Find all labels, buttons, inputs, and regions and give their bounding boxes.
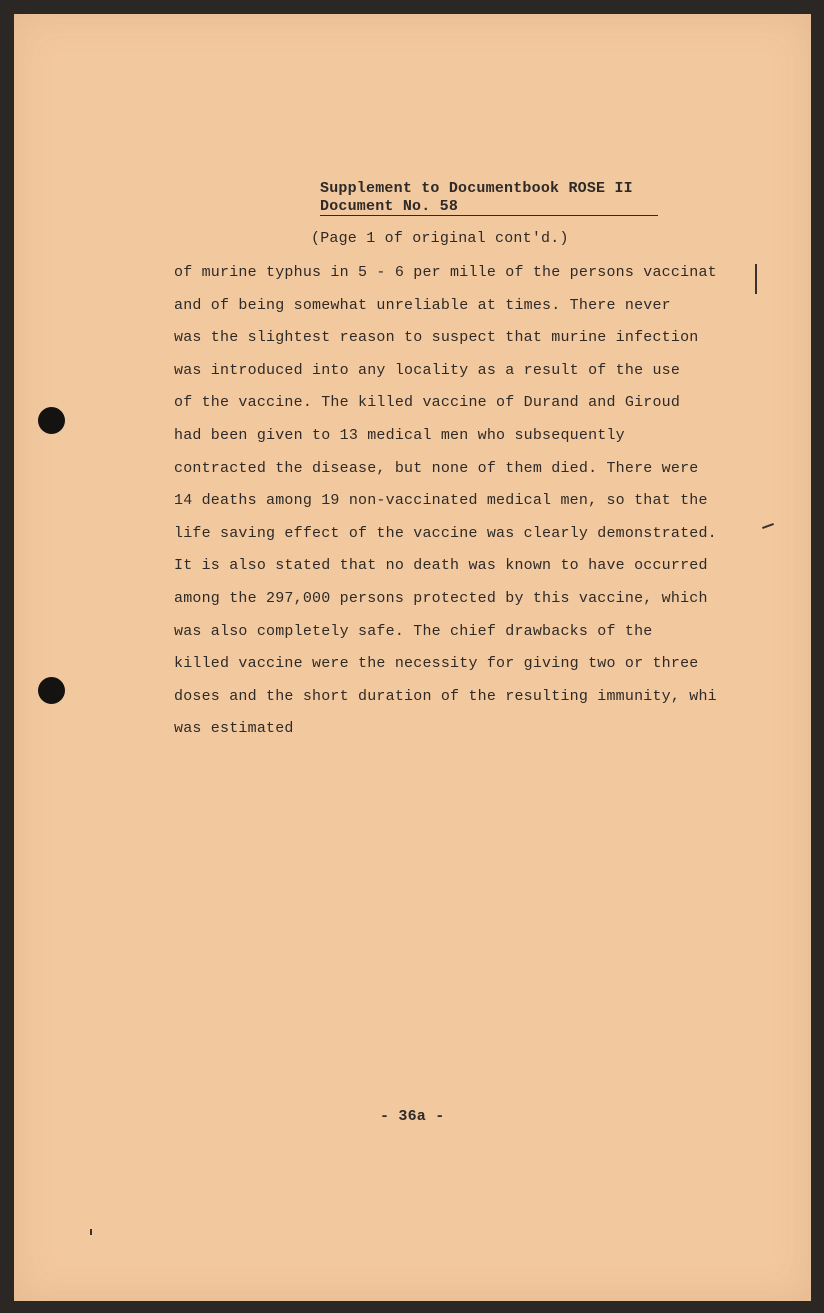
punch-hole-bottom: [38, 677, 65, 704]
punch-hole-top: [38, 407, 65, 434]
body-line: 14 deaths among 19 non-vaccinated medical men, so that the: [174, 492, 708, 510]
body-line: was also completely safe. The chief drawbacks of the: [174, 622, 653, 640]
body-line: of murine typhus in 5 - 6 per mille of the persons vaccinat: [174, 264, 717, 281]
body-line: was estimated: [174, 720, 294, 738]
body-line: doses and the short duration of the resulting immunity, whi: [174, 687, 717, 705]
body-line: was introduced into any locality as a result of the use: [174, 361, 681, 379]
ink-speck: [90, 1229, 92, 1235]
body-line: was the slightest reason to suspect that murine infection: [174, 329, 699, 347]
page-continuation-note: (Page 1 of original cont'd.): [311, 230, 569, 247]
body-text: [174, 262, 794, 751]
document-number: Document No. 58: [320, 199, 658, 216]
body-line: among the 297,000 persons protected by this vaccine, which: [174, 589, 708, 607]
body-line: life saving effect of the vaccine was clearly demonstrated.: [174, 524, 717, 542]
body-line: It is also stated that no death was known to have occurred: [174, 557, 708, 575]
body-line: killed vaccine were the necessity for giving two or three: [174, 655, 699, 673]
body-line: of the vaccine. The killed vaccine of Durand and Giroud: [174, 394, 681, 412]
margin-pencil-mark: [755, 264, 757, 294]
document-page: [14, 14, 811, 1301]
body-line: and of being somewhat unreliable at times. There never: [174, 296, 671, 314]
body-line: contracted the disease, but none of them died. There were: [174, 459, 699, 477]
supplement-title: Supplement to Documentbook ROSE II: [320, 180, 633, 197]
page-number: - 36a -: [380, 1108, 445, 1125]
body-line: had been given to 13 medical men who subsequently: [174, 426, 625, 444]
